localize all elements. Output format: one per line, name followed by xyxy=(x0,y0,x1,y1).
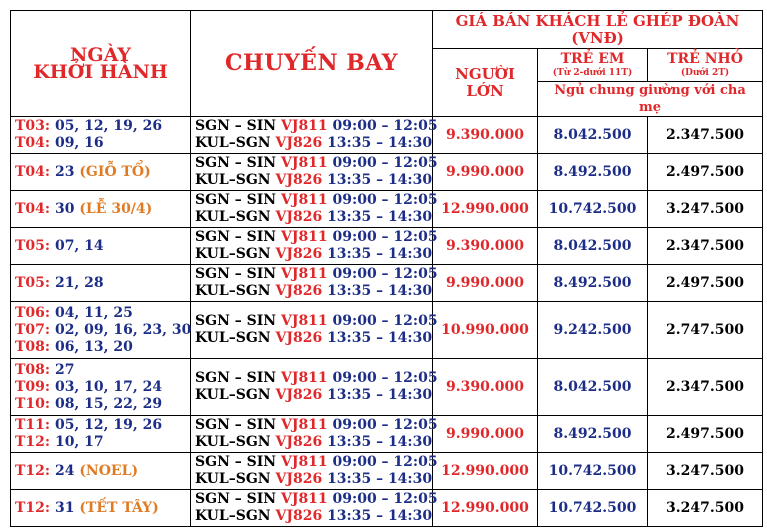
flight-route: KUL–SGN xyxy=(195,172,271,188)
flight-time: 09:00 – 12:05 xyxy=(332,192,438,208)
table-row xyxy=(11,453,763,490)
flight-time: 09:00 – 12:05 xyxy=(332,491,438,507)
date-line xyxy=(15,500,186,517)
flight-route: KUL–SGN xyxy=(195,508,271,524)
infant-price: 2.747.500 xyxy=(648,302,763,359)
flight-route: KUL–SGN xyxy=(195,330,271,346)
flight-cell xyxy=(191,228,438,265)
table-row xyxy=(11,490,763,527)
adult-price: 9.390.000 xyxy=(433,228,538,265)
header-adult xyxy=(433,49,538,117)
header-date-line2: KHỞI HÀNH xyxy=(33,60,168,83)
return-flight xyxy=(195,330,433,347)
infant-price: 3.247.500 xyxy=(648,490,763,527)
child-price: 8.042.500 xyxy=(538,359,648,416)
table-row xyxy=(11,359,763,416)
days-list: 24 xyxy=(54,462,75,479)
days-list: 06, 13, 20 xyxy=(54,338,133,355)
flight-time: 13:35 – 14:30 xyxy=(327,246,433,262)
month-label: T04: xyxy=(15,163,51,180)
flight-code: VJ826 xyxy=(275,209,323,225)
flight-time: 09:00 – 12:05 xyxy=(332,118,438,134)
outbound-flight xyxy=(195,155,438,172)
flight-cell xyxy=(191,359,438,416)
table-row xyxy=(11,191,763,228)
adult-price: 12.990.000 xyxy=(433,490,538,527)
flight-route: SGN – SIN xyxy=(195,155,277,171)
header-date-line1: NGÀY xyxy=(70,43,131,66)
days-list: 05, 12, 19, 26 xyxy=(54,118,163,134)
table-row xyxy=(11,228,763,265)
adult-price: 9.990.000 xyxy=(433,265,538,302)
child-price: 8.492.500 xyxy=(538,416,648,453)
flight-code: VJ811 xyxy=(280,192,328,208)
month-label: T06: xyxy=(15,304,51,321)
departure-dates-cell xyxy=(11,302,191,359)
infant-price: 2.497.500 xyxy=(648,416,763,453)
flight-route: KUL–SGN xyxy=(195,135,271,151)
month-label: T12: xyxy=(15,499,51,516)
month-label: T12: xyxy=(15,462,51,479)
date-line xyxy=(15,135,186,152)
table-row xyxy=(11,154,763,191)
departure-dates-cell xyxy=(11,265,191,302)
days-list: 30 xyxy=(54,200,75,217)
flight-route: SGN – SIN xyxy=(195,417,277,433)
flight-cell xyxy=(191,154,438,191)
flight-time: 13:35 – 14:30 xyxy=(327,135,433,151)
return-flight xyxy=(195,387,433,404)
date-line xyxy=(15,201,186,218)
header-price-title xyxy=(433,11,763,49)
month-label: T05: xyxy=(15,274,51,291)
flight-code: VJ826 xyxy=(275,471,323,487)
flight-time: 09:00 – 12:05 xyxy=(332,313,438,329)
flight-route: KUL–SGN xyxy=(195,246,271,262)
adult-price: 12.990.000 xyxy=(433,453,538,490)
outbound-flight xyxy=(195,192,438,209)
child-price: 8.492.500 xyxy=(538,154,648,191)
adult-price: 12.990.000 xyxy=(433,191,538,228)
infant-price: 3.247.500 xyxy=(648,191,763,228)
header-infant xyxy=(648,49,763,82)
flight-code: VJ811 xyxy=(280,155,328,171)
price-table xyxy=(10,10,763,527)
outbound-flight xyxy=(195,454,438,471)
return-flight xyxy=(195,172,433,189)
flight-route: SGN – SIN xyxy=(195,370,277,386)
flight-cell xyxy=(191,490,438,527)
flight-time: 09:00 – 12:05 xyxy=(332,417,438,433)
departure-dates-cell xyxy=(11,228,191,265)
flight-route: SGN – SIN xyxy=(195,313,277,329)
month-label: T08: xyxy=(15,338,51,355)
holiday-note: (TẾT TÂY) xyxy=(79,499,159,516)
child-price: 8.492.500 xyxy=(538,265,648,302)
flight-code: VJ811 xyxy=(280,313,328,329)
return-flight xyxy=(195,508,433,525)
table-row xyxy=(11,117,763,154)
table-row xyxy=(11,265,763,302)
flight-code: VJ811 xyxy=(280,454,328,470)
flight-code: VJ826 xyxy=(275,135,323,151)
departure-dates-cell xyxy=(11,416,191,453)
days-list: 02, 09, 16, 23, 30 xyxy=(54,321,192,338)
holiday-note: (GIỖ TỔ) xyxy=(79,163,151,180)
month-label: T07: xyxy=(15,321,51,338)
header-infant-label: TRẺ NHỎ xyxy=(667,51,743,67)
departure-dates-cell xyxy=(11,490,191,527)
month-label: T03: xyxy=(15,118,51,134)
days-list: 08, 15, 22, 29 xyxy=(54,395,163,412)
flight-code: VJ826 xyxy=(275,387,323,403)
days-list: 03, 10, 17, 24 xyxy=(54,378,163,395)
date-line xyxy=(15,305,186,322)
flight-code: VJ826 xyxy=(275,330,323,346)
days-list: 04, 11, 25 xyxy=(54,304,133,321)
adult-price: 9.390.000 xyxy=(433,117,538,154)
flight-time: 13:35 – 14:30 xyxy=(327,209,433,225)
table-row xyxy=(11,302,763,359)
date-line xyxy=(15,379,186,396)
flight-route: SGN – SIN xyxy=(195,454,277,470)
departure-dates-cell xyxy=(11,359,191,416)
month-label: T09: xyxy=(15,378,51,395)
month-label: T11: xyxy=(15,417,51,433)
return-flight xyxy=(195,471,433,488)
child-price: 8.042.500 xyxy=(538,228,648,265)
return-flight xyxy=(195,246,433,263)
adult-price: 9.990.000 xyxy=(433,154,538,191)
flight-cell xyxy=(191,265,438,302)
adult-price: 10.990.000 xyxy=(433,302,538,359)
month-label: T12: xyxy=(15,434,51,450)
days-list: 31 xyxy=(54,499,75,516)
outbound-flight xyxy=(195,266,438,283)
header-child xyxy=(538,49,648,82)
outbound-flight xyxy=(195,229,438,246)
outbound-flight xyxy=(195,370,438,387)
date-line xyxy=(15,118,186,135)
date-line xyxy=(15,339,186,356)
header-child-note: (Từ 2-dưới 11T) xyxy=(552,68,633,78)
flight-time: 13:35 – 14:30 xyxy=(327,508,433,524)
flight-cell xyxy=(191,117,438,154)
date-line xyxy=(15,396,186,413)
child-price: 10.742.500 xyxy=(538,191,648,228)
flight-code: VJ826 xyxy=(275,172,323,188)
return-flight xyxy=(195,209,433,226)
infant-price: 2.347.500 xyxy=(648,117,763,154)
header-shared-bed: Ngủ chung giường với cha mẹ xyxy=(538,82,763,117)
month-label: T04: xyxy=(15,200,51,217)
flight-code: VJ826 xyxy=(275,508,323,524)
flight-time: 09:00 – 12:05 xyxy=(332,229,438,245)
flight-time: 13:35 – 14:30 xyxy=(327,387,433,403)
infant-price: 2.497.500 xyxy=(648,154,763,191)
flight-code: VJ811 xyxy=(280,417,328,433)
flight-code: VJ811 xyxy=(280,118,328,134)
date-line xyxy=(15,417,186,434)
days-list: 07, 14 xyxy=(54,237,104,254)
child-price: 9.242.500 xyxy=(538,302,648,359)
return-flight xyxy=(195,283,433,300)
date-line xyxy=(15,321,192,339)
outbound-flight xyxy=(195,313,438,330)
header-adult-line2: LỚN xyxy=(466,81,504,100)
outbound-flight xyxy=(195,118,438,135)
flight-route: SGN – SIN xyxy=(195,118,277,134)
header-child-label: TRẺ EM xyxy=(560,51,625,67)
infant-price: 3.247.500 xyxy=(648,453,763,490)
departure-dates-cell xyxy=(11,117,191,154)
flight-route: SGN – SIN xyxy=(195,192,277,208)
flight-time: 09:00 – 12:05 xyxy=(332,155,438,171)
header-departure-date xyxy=(11,11,191,117)
flight-code: VJ826 xyxy=(275,246,323,262)
outbound-flight xyxy=(195,491,438,508)
days-list: 23 xyxy=(54,163,75,180)
date-line xyxy=(15,275,186,292)
flight-route: SGN – SIN xyxy=(195,229,277,245)
date-line xyxy=(15,164,186,181)
flight-time: 09:00 – 12:05 xyxy=(332,454,438,470)
header-adult-line1: NGƯỜI xyxy=(455,64,515,83)
days-list: 05, 12, 19, 26 xyxy=(54,417,163,433)
table-row xyxy=(11,416,763,453)
holiday-note: (NOEL) xyxy=(79,462,139,479)
flight-route: KUL–SGN xyxy=(195,283,271,299)
date-line xyxy=(15,238,186,255)
flight-route: SGN – SIN xyxy=(195,491,277,507)
flight-code: VJ811 xyxy=(280,370,328,386)
flight-cell xyxy=(191,416,438,453)
child-price: 8.042.500 xyxy=(538,117,648,154)
flight-route: KUL–SGN xyxy=(195,434,271,450)
flight-code: VJ811 xyxy=(280,229,328,245)
flight-cell xyxy=(191,191,438,228)
outbound-flight xyxy=(195,417,438,434)
date-line xyxy=(15,434,186,451)
month-label: T10: xyxy=(15,395,51,412)
month-label: T05: xyxy=(15,237,51,254)
flight-cell xyxy=(191,302,438,359)
date-line xyxy=(15,362,186,379)
adult-price: 9.390.000 xyxy=(433,359,538,416)
return-flight xyxy=(195,135,433,152)
return-flight xyxy=(195,434,433,451)
infant-price: 2.347.500 xyxy=(648,359,763,416)
header-flight: CHUYẾN BAY xyxy=(191,11,433,117)
flight-time: 13:35 – 14:30 xyxy=(327,471,433,487)
flight-route: KUL–SGN xyxy=(195,209,271,225)
flight-code: VJ811 xyxy=(280,491,328,507)
flight-time: 13:35 – 14:30 xyxy=(327,330,433,346)
flight-time: 13:35 – 14:30 xyxy=(327,434,433,450)
flight-code: VJ811 xyxy=(280,266,328,282)
flight-route: KUL–SGN xyxy=(195,387,271,403)
child-price: 10.742.500 xyxy=(538,453,648,490)
days-list: 21, 28 xyxy=(54,274,104,291)
flight-route: SGN – SIN xyxy=(195,266,277,282)
header-infant-note: (Dưới 2T) xyxy=(680,68,730,78)
date-line xyxy=(15,463,186,480)
days-list: 27 xyxy=(54,361,75,378)
days-list: 09, 16 xyxy=(54,135,104,151)
month-label: T04: xyxy=(15,135,51,151)
days-list: 10, 17 xyxy=(54,434,104,450)
infant-price: 2.347.500 xyxy=(648,228,763,265)
departure-dates-cell xyxy=(11,191,191,228)
departure-dates-cell xyxy=(11,453,191,490)
month-label: T08: xyxy=(15,361,51,378)
header-price-line2: (VNĐ) xyxy=(571,28,624,47)
flight-code: VJ826 xyxy=(275,283,323,299)
adult-price: 9.990.000 xyxy=(433,416,538,453)
flight-time: 09:00 – 12:05 xyxy=(332,370,438,386)
flight-time: 09:00 – 12:05 xyxy=(332,266,438,282)
child-price: 10.742.500 xyxy=(538,490,648,527)
flight-code: VJ826 xyxy=(275,434,323,450)
flight-time: 13:35 – 14:30 xyxy=(327,172,433,188)
infant-price: 2.497.500 xyxy=(648,265,763,302)
flight-cell xyxy=(191,453,438,490)
header-price-line1: GIÁ BÁN KHÁCH LẺ GHÉP ĐOÀN xyxy=(455,11,740,30)
holiday-note: (LỄ 30/4) xyxy=(79,200,153,217)
flight-route: KUL–SGN xyxy=(195,471,271,487)
departure-dates-cell xyxy=(11,154,191,191)
flight-time: 13:35 – 14:30 xyxy=(327,283,433,299)
